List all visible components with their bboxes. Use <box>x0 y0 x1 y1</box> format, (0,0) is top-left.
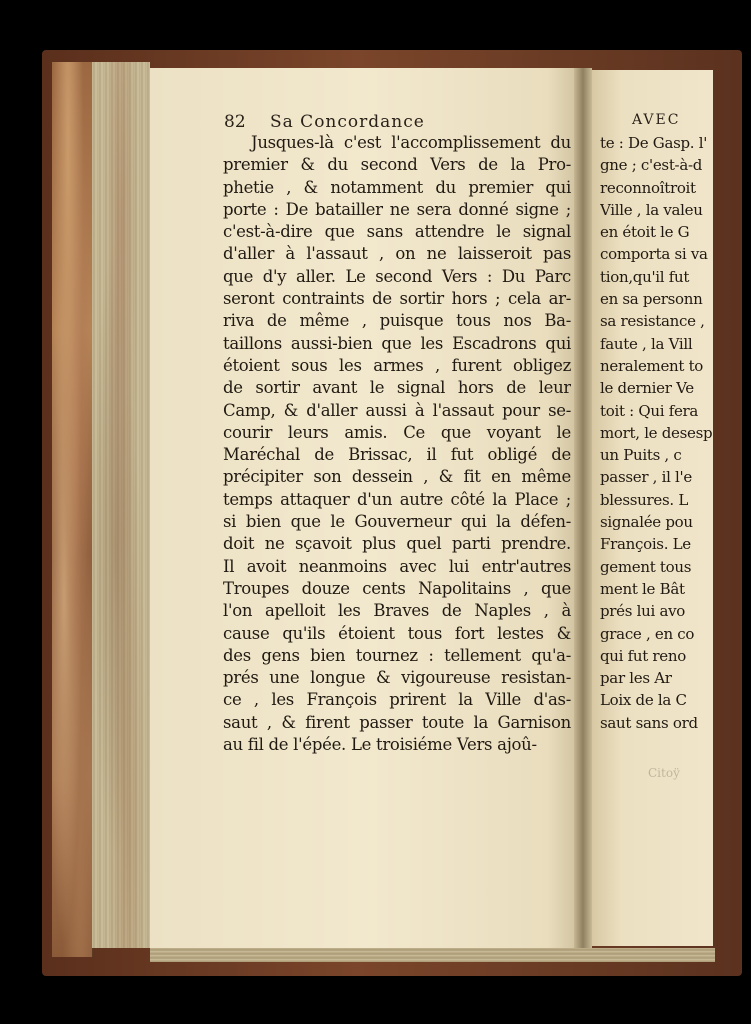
text-line: le dernier Ve <box>600 379 694 398</box>
text-line: au fil de l'épée. Le troisiéme Vers ajoû- <box>223 735 537 755</box>
text-line: ce , les François prirent la Ville d'as- <box>223 690 571 710</box>
text-line: signalée pou <box>600 513 693 532</box>
text-line: l'on apelloit les Braves de Naples , à <box>223 601 571 621</box>
text-line: qui fut reno <box>600 646 686 665</box>
text-line: c'est-à-dire que sans attendre le signal <box>223 222 571 242</box>
text-line: tion,qu'il fut <box>600 267 690 286</box>
text-line: cause qu'ils étoient tous fort lestes & <box>223 623 571 643</box>
text-line: François. Le <box>600 535 691 554</box>
bottom-page-edges <box>150 948 715 962</box>
text-line: ment le Bât <box>600 579 685 598</box>
text-line: courir leurs amis. Ce que voyant le <box>223 422 571 442</box>
text-line: premier & du second Vers de la Pro- <box>223 155 571 175</box>
text-line: étoient sous les armes , furent obligez <box>223 355 571 375</box>
running-head: Sa Concordance <box>270 112 425 132</box>
text-line: mort, le desesp <box>600 423 713 442</box>
show-through-text: Citoÿ <box>648 766 680 780</box>
text-line: gne ; c'est-à-d <box>600 156 703 175</box>
text-line: temps attaquer d'un autre côté la Place ; <box>223 489 571 509</box>
page-edges <box>92 62 150 948</box>
text-line: passer , il l'e <box>600 468 692 487</box>
page-number: 82 <box>224 112 246 132</box>
text-line: riva de même , puisque tous nos Ba- <box>223 311 571 331</box>
marbled-endpaper <box>52 62 93 957</box>
text-line: précipiter son dessein , & fit en même <box>223 467 571 487</box>
text-line: porte : De batailler ne sera donné signe ; <box>223 199 571 219</box>
text-line: seront contraints de sortir hors ; cela ar- <box>223 289 571 309</box>
text-line: prés lui avo <box>600 602 685 621</box>
text-line: blessures. L <box>600 490 688 509</box>
text-line: si bien que le Gouverneur qui la défen- <box>223 512 571 532</box>
text-line: Loix de la C <box>600 691 687 710</box>
text-line: Il avoit neanmoins avec lui entr'autres <box>223 556 571 576</box>
text-line: saut , & firent passer toute la Garnison <box>223 712 571 732</box>
text-line: en étoit le G <box>600 223 690 242</box>
running-head-right: AVEC <box>632 112 681 128</box>
text-line: Troupes douze cents Napolitains , que <box>223 578 571 598</box>
text-line: de sortir avant le signal hors de leur <box>223 378 571 398</box>
text-line: grace , en co <box>600 624 695 643</box>
text-line: neralement to <box>600 356 704 375</box>
text-line <box>600 734 713 756</box>
text-line: doit ne sçavoit plus quel parti prendre. <box>223 534 571 554</box>
gutter <box>574 68 592 948</box>
text-line: comporta si va <box>600 245 708 264</box>
text-line: Maréchal de Brissac, il fut obligé de <box>223 445 571 465</box>
text-line: d'aller à l'assaut , on ne laisseroit pas <box>223 244 571 264</box>
right-page-text <box>600 132 713 756</box>
text-line: en sa personn <box>600 290 703 309</box>
text-line: sa resistance , <box>600 312 705 331</box>
text-line: Ville , la valeu <box>600 200 703 219</box>
text-line: reconnoîtroit <box>600 178 696 197</box>
text-line: Jusques-là c'est l'accomplissement du <box>251 133 571 152</box>
text-line: par les Ar <box>600 669 672 688</box>
text-line: des gens bien tournez : tellement qu'a- <box>223 645 571 665</box>
text-line: te : De Gasp. l' <box>600 134 708 152</box>
text-line: Camp, & d'aller aussi à l'assaut pour se- <box>223 400 571 420</box>
text-line: prés une longue & vigoureuse resistan- <box>223 668 571 688</box>
text-line: phetie , & notamment du premier qui <box>223 177 571 197</box>
text-line: gement tous <box>600 557 692 576</box>
text-line: saut sans ord <box>600 713 698 732</box>
text-line: toit : Qui fera <box>600 401 699 420</box>
text-line: que d'y aller. Le second Vers : Du Parc <box>223 266 571 286</box>
text-line: un Puits , c <box>600 446 682 465</box>
left-page-text <box>223 132 571 756</box>
text-line: faute , la Vill <box>600 334 693 353</box>
text-line: taillons aussi-bien que les Escadrons qui <box>223 333 571 353</box>
